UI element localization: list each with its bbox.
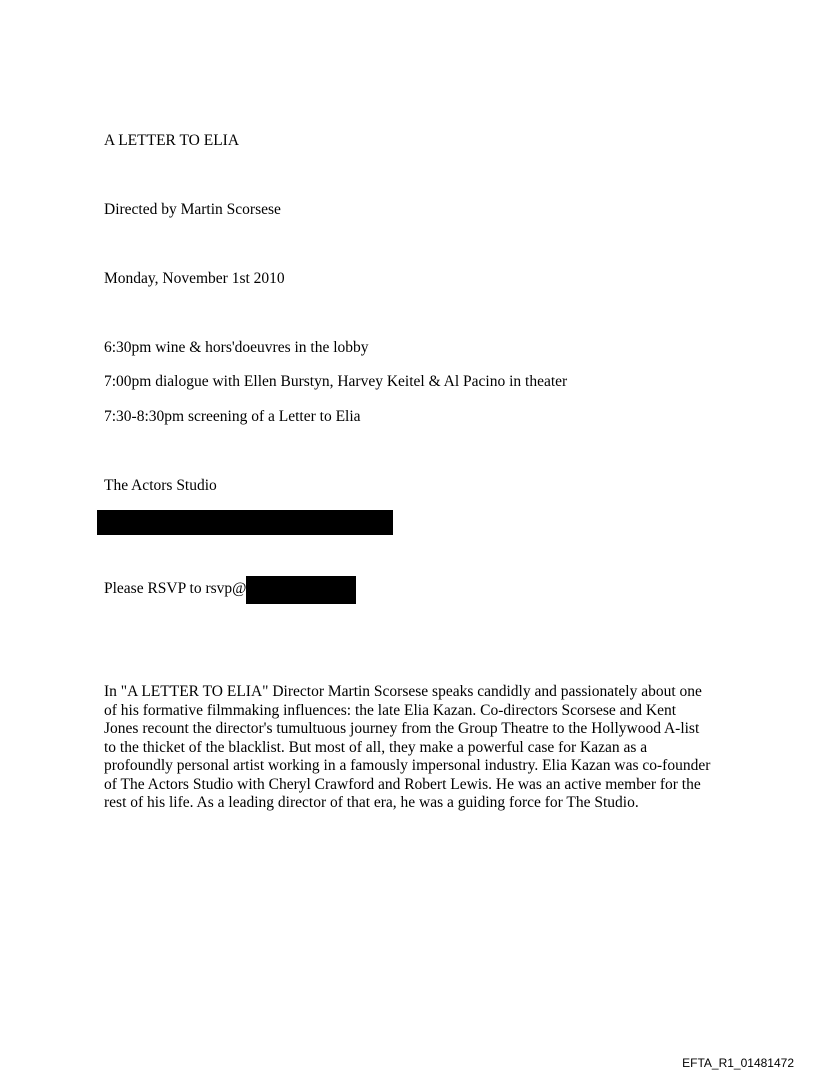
event-title: A LETTER TO ELIA bbox=[104, 132, 240, 149]
event-date: Monday, November 1st 2010 bbox=[104, 270, 285, 287]
schedule-item: 6:30pm wine & hors'doeuvres in the lobby bbox=[104, 339, 369, 356]
rsvp-prefix: Please RSVP to rsvp@ bbox=[104, 580, 247, 597]
schedule-item: 7:00pm dialogue with Ellen Burstyn, Harvey Keitel & Al Pacino in theater bbox=[104, 373, 568, 390]
rsvp-line bbox=[104, 580, 356, 604]
venue-name: The Actors Studio bbox=[104, 477, 217, 494]
film-description: In "A LETTER TO ELIA" Director Martin Scorsese speaks candidly and passionately about one of his formative filmmaking influences: the late Elia Kazan. Co-directors Scorsese and Kent Jones recount the director's tumultuous journey from the Group Theatre to the Hollywood A-list to the thicket of the blacklist. But most of all, they make a powerful case for Kazan as a profoundly personal artist working in a famously impersonal industry. Elia Kazan was co-founder of The Actors Studio with Cheryl Crawford and Robert Lewis. He was an active member for the rest of his life. As a leading director of that era, he was a guiding force for The Studio. bbox=[104, 683, 711, 811]
schedule-item: 7:30-8:30pm screening of a Letter to Elia bbox=[104, 408, 361, 425]
document-id-footer: EFTA_R1_01481472 bbox=[682, 1056, 794, 1070]
director-line: Directed by Martin Scorsese bbox=[104, 201, 281, 218]
redacted-email-block bbox=[246, 576, 356, 604]
redacted-address-block bbox=[97, 510, 393, 535]
